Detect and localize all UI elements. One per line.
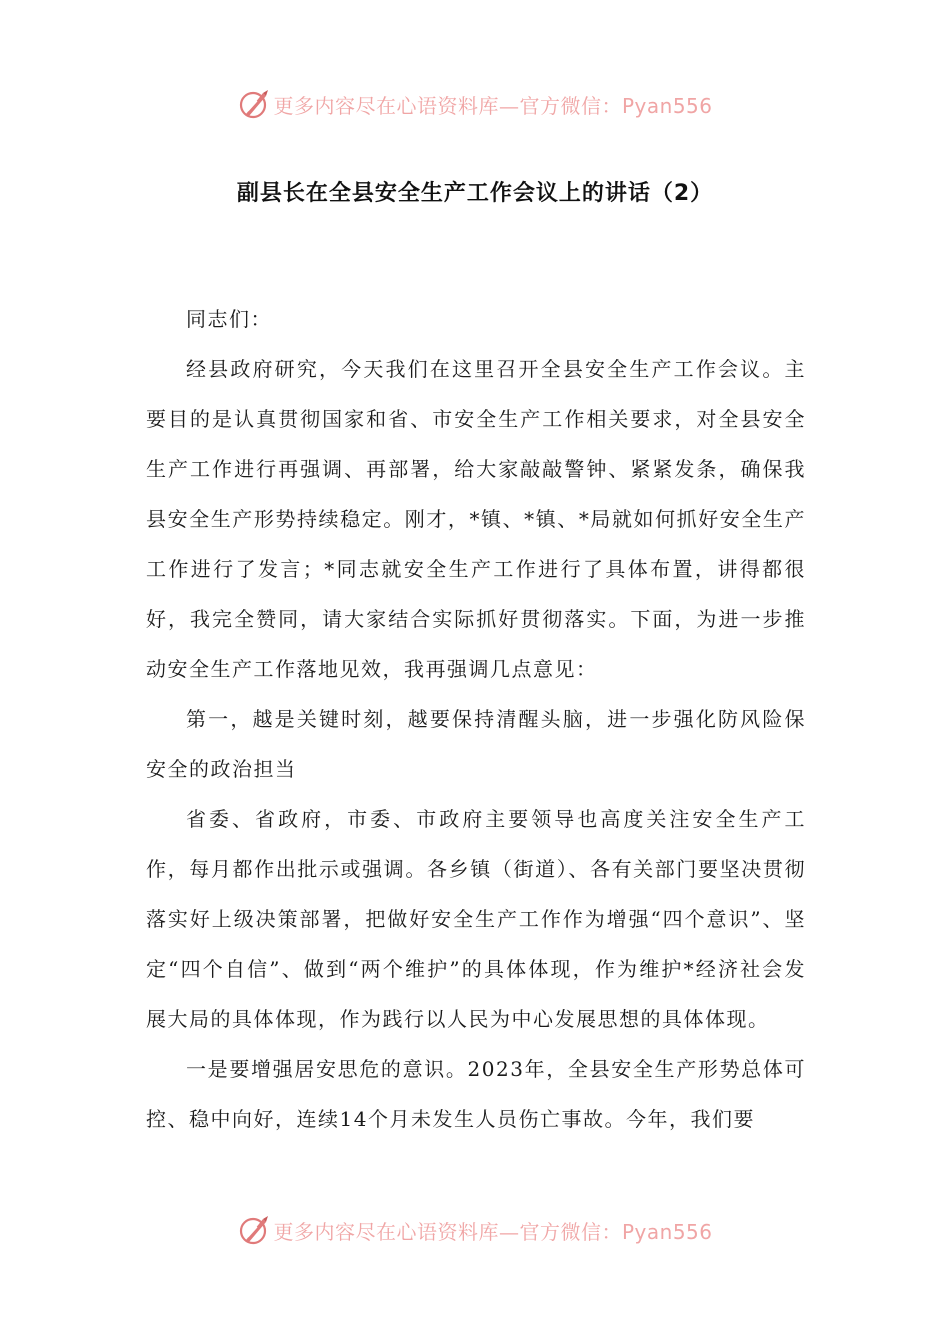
body-paragraph: 省委、省政府，市委、市政府主要领导也高度关注安全生产工作，每月都作出批示或强调。各乡镇（街道）、各有关部门要坚决贯彻落实好上级决策部署，把做好安全生产工作作为增强“四个意识”、坚定“四个自信”、做到“两个维护”的具体体现，作为维护*经济社会发展大局的具体体现，作为践行以人民为中心发展思想的具体体现。 bbox=[146, 807, 806, 1031]
document-body bbox=[146, 294, 806, 1144]
wechat-id: Pyan556 bbox=[621, 93, 713, 118]
watermark-text: 更多内容尽在心语资料库—官方微信：Pyan556 bbox=[273, 93, 713, 118]
section-heading-paragraph: 第一，越是关键时刻，越要保持清醒头脑，进一步强化防风险保安全的政治担当 bbox=[146, 707, 806, 781]
wechat-id: Pyan556 bbox=[621, 1219, 713, 1244]
salutation-paragraph: 同志们： bbox=[186, 307, 272, 331]
watermark-header bbox=[0, 82, 950, 126]
watermark-footer bbox=[0, 1208, 950, 1252]
quill-pen-circle-icon bbox=[237, 87, 271, 121]
body-paragraph: 一是要增强居安思危的意识。2023年，全县安全生产形势总体可控、稳中向好，连续14个月未发生人员伤亡事故。今年，我们要 bbox=[146, 1057, 806, 1131]
body-paragraph: 经县政府研究，今天我们在这里召开全县安全生产工作会议。主要目的是认真贯彻国家和省、市安全生产工作相关要求，对全县安全生产工作进行再强调、再部署，给大家敲敲警钟、紧紧发条，确保我县安全生产形势持续稳定。刚才，*镇、*镇、*局就如何抓好安全生产工作进行了发言；*同志就安全生产工作进行了具体布置，讲得都很好，我完全赞同，请大家结合实际抓好贯彻落实。下面，为进一步推动安全生产工作落地见效，我再强调几点意见： bbox=[146, 357, 806, 681]
quill-pen-circle-icon bbox=[237, 1213, 271, 1247]
watermark-text: 更多内容尽在心语资料库—官方微信：Pyan556 bbox=[273, 1219, 713, 1244]
document-title: 副县长在全县安全生产工作会议上的讲话（2） bbox=[236, 181, 714, 206]
